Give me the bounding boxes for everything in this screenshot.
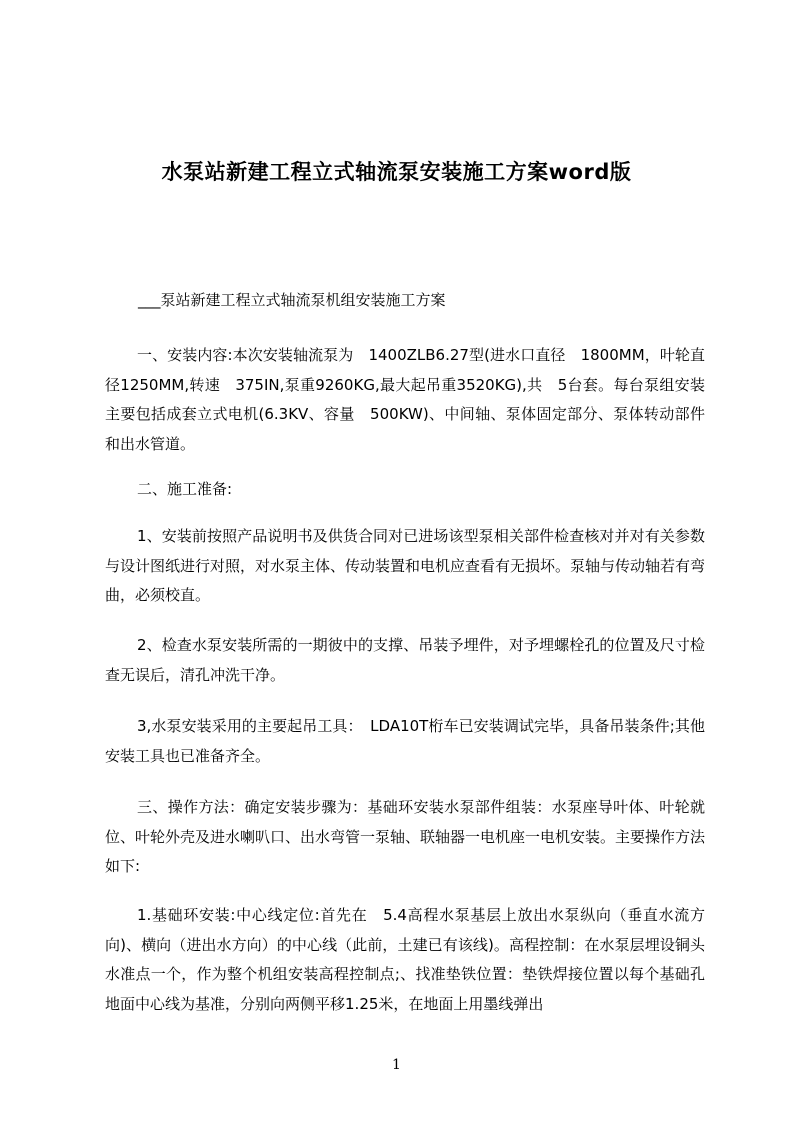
prep-item-1-paragraph: 1、安装前按照产品说明书及供货合同对已进场该型泵相关部件检查核对并对有关参数与设计图纸进行对照，对水泵主体、传动装置和电机应查看有无损坏。泵轴与传动轴若有弯曲，必须校直。 [105, 527, 706, 604]
page-title: 水泵站新建工程立式轴流泵安装施工方案word版 [161, 160, 632, 185]
page-number: 1 [392, 1057, 401, 1073]
document-subtitle: ___泵站新建工程立式轴流泵机组安装施工方案 [138, 291, 446, 309]
prep-heading: 二、施工准备: [137, 480, 233, 498]
prep-item-2-paragraph: 2、检查水泵安装所需的一期彼中的支撑、吊装予埋件，对予埋螺栓孔的位置及尺寸检查无误后，清孔冲洗干净。 [105, 636, 705, 684]
foundation-install-paragraph: 1.基础环安装:中心线定位:首先在 5.4高程水泵基层上放出水泵纵向（垂直水流方向)、横向（进出水方向）的中心线（此前，土建已有该线)。高程控制：在水泵层埋设铜头水准点一个，作为整个机组安装高程控制点;、找准垫铁位置：垫铁焊接位置以每个基础孔地面中心线为基准，分别向两侧平移1.25米，在地面上用墨线弹出 [105, 906, 705, 1013]
install-content-paragraph: 一、安装内容:本次安装轴流泵为 1400ZLB6.27型(进水口直径 1800MM，叶轮直径1250MM,转速 375IN,泵重9260KG,最大起吊重3520KG),共 5台套。每台泵组安装主要包括成套立式电机(6.3KV、容量 500KW)、中间轴、泵体固定部分、泵体转动部件和出水管道。 [105, 346, 705, 453]
operation-method-paragraph: 三、操作方法：确定安装步骤为：基础环安装水泵部件组装：水泵座导叶体、叶轮就位、叶轮外壳及进水喇叭口、出水弯管一泵轴、联轴器一电机座一电机安装。主要操作方法如下: [105, 798, 706, 875]
prep-item-3-paragraph: 3,水泵安装采用的主要起吊工具： LDA10T桁车已安装调试完毕，具备吊装条件;其他安装工具也已准备齐全。 [105, 717, 705, 765]
